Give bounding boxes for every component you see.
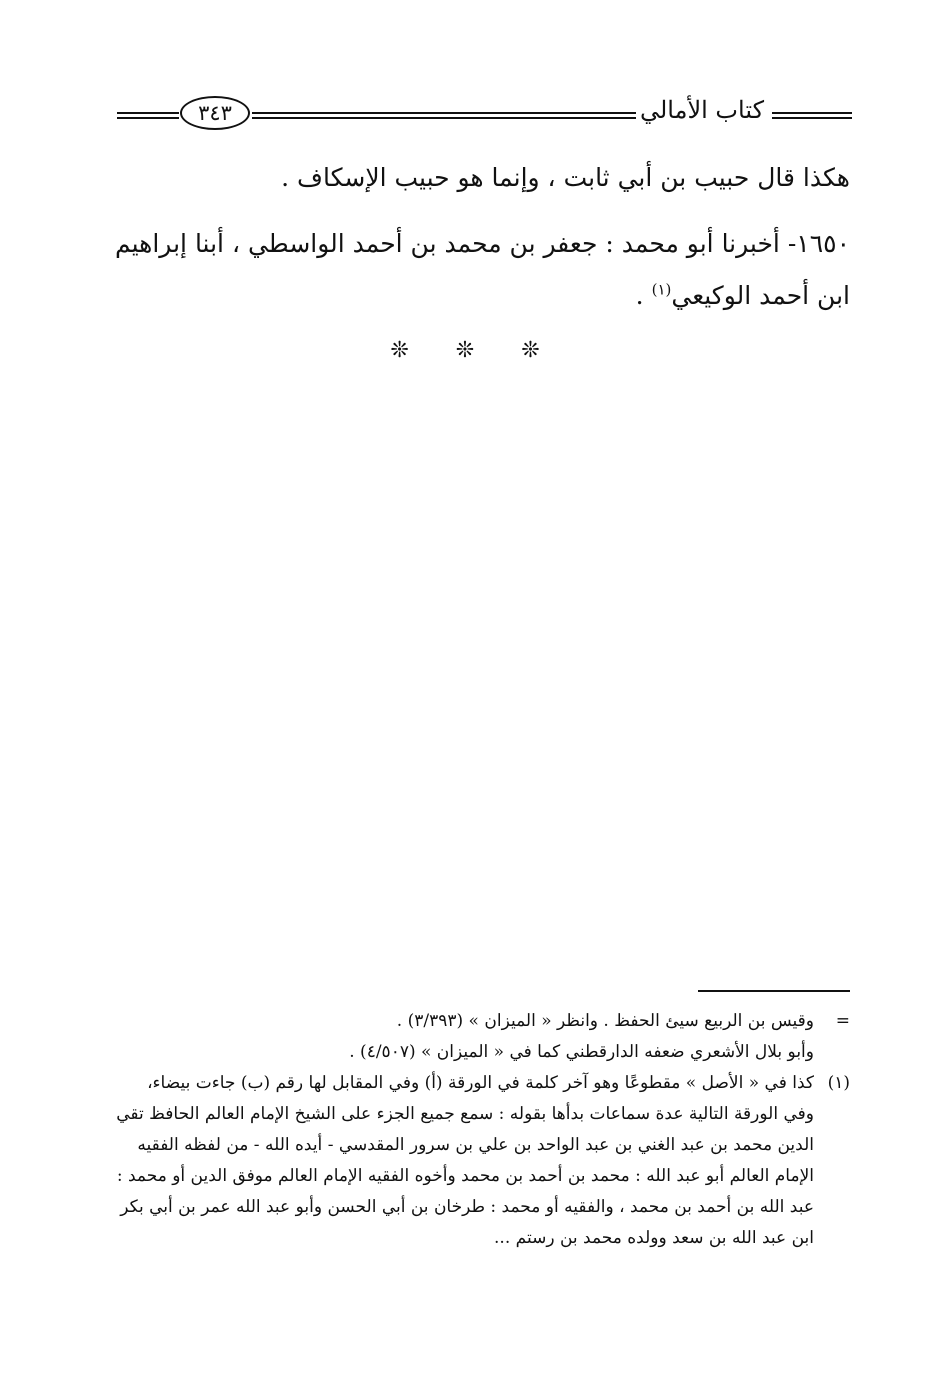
running-title: كتاب الأمالي [639, 96, 764, 124]
page-number: ٣٤٣ [180, 96, 250, 130]
footnote-1 [98, 1068, 850, 1254]
footnote-line: عبد الله بن أحمد بن محمد ، والفقيه أو محمد : طرخان بن أبي الحسن وأبو عبد الله عمر بن أبي بكر [120, 1197, 814, 1217]
footnote-line: الدين محمد بن عبد الغني بن عبد الواحد بن علي بن سرور المقدسي - أيده الله - من لفظه الفقيه [137, 1135, 814, 1155]
section-separator: ❊ ❊ ❊ [390, 338, 560, 363]
footnote-line: ابن عبد الله بن سعد وولده محمد بن رستم ... [494, 1228, 814, 1248]
page-header [117, 92, 852, 136]
footnote-reference-1: (١) [651, 280, 672, 299]
text-line-habib: هكذا قال حبيب بن أبي ثابت ، وإنما هو حبيب الإسكاف . [281, 163, 850, 192]
footnote-1-marker: (١) [827, 1073, 850, 1093]
footnote-line: وقيس بن الربيع سيئ الحفظ . وانظر « الميزان » (٣/٣٩٣) . [396, 1011, 814, 1031]
continuation-marker: = [835, 1011, 850, 1031]
header-rule-right [772, 112, 852, 119]
footnote-line: وفي الورقة التالية عدة سماعات بدأها بقوله : سمع جميع الجزء على الشيخ الإمام العالم الحافظ تقي [116, 1104, 814, 1124]
hadith-1650-line-2-end: . [635, 281, 652, 310]
header-rule-middle [252, 112, 636, 119]
hadith-1650-line-2-text: ابن أحمد الوكيعي [671, 281, 850, 310]
footnote-divider [698, 990, 850, 992]
footnote-line: الإمام العالم أبو عبد الله : محمد بن أحمد بن محمد وأخوه الفقيه الإمام العالم موفق الدين أو محمد : [116, 1166, 814, 1186]
footnote-continuation [98, 1006, 850, 1068]
hadith-1650-line-2 [105, 270, 850, 322]
footnote-line: وأبو بلال الأشعري ضعفه الدارقطني كما في « الميزان » (٤/٥٠٧) . [349, 1042, 814, 1062]
header-rule-left [117, 112, 179, 119]
hadith-1650-line-1: ١٦٥٠- أخبرنا أبو محمد : جعفر بن محمد بن أحمد الواسطي ، أبنا إبراهيم [114, 229, 850, 258]
footnotes [98, 1006, 850, 1254]
hadith-1650 [105, 218, 850, 322]
footnote-line: كذا في « الأصل » مقطوعًا وهو آخر كلمة في الورقة (أ) وفي المقابل لها رقم (ب) جاءت بيضاء، [147, 1073, 814, 1093]
